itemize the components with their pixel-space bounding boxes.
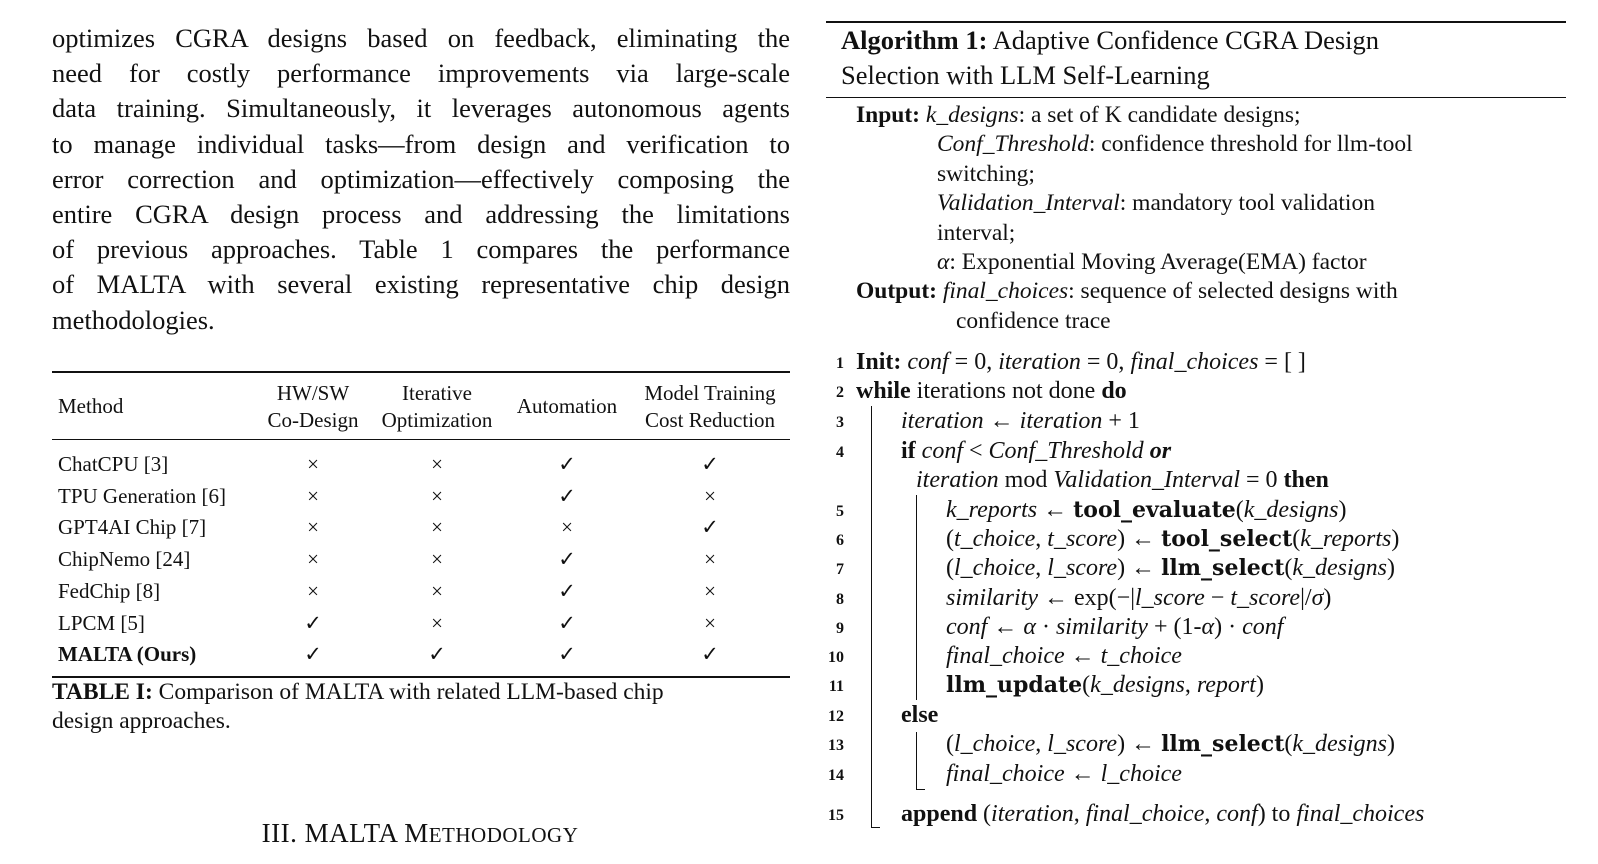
- cross-mark: ×: [307, 547, 319, 572]
- algorithm-line: [946, 496, 1346, 525]
- line-segment: |/: [1300, 585, 1312, 611]
- cross-mark: ×: [431, 483, 443, 508]
- table-caption-line2: design approaches.: [52, 708, 231, 734]
- io-segment: : confidence threshold for llm-tool: [1088, 131, 1413, 158]
- line-segment: similarity: [946, 585, 1039, 611]
- line-segment: (: [946, 555, 954, 581]
- check-mark: ✓: [558, 642, 576, 667]
- line-segment: (: [946, 731, 954, 757]
- io-segment: confidence trace: [956, 307, 1111, 334]
- table-caption: [52, 678, 790, 707]
- line-number: 2: [836, 384, 844, 401]
- line-segment: l_choice: [954, 731, 1036, 757]
- algorithm-line: [946, 584, 1331, 613]
- line-segment: ) to: [1257, 801, 1297, 827]
- column-header: Cost Reduction: [644, 408, 776, 432]
- line-segment: then: [1283, 467, 1329, 493]
- check-mark: ✓: [558, 483, 576, 508]
- line-number: 3: [836, 414, 844, 431]
- line-segment: ←: [1064, 761, 1101, 787]
- line-segment: ·: [1035, 614, 1056, 640]
- while-block-end: [871, 827, 880, 828]
- line-segment: ,: [1035, 731, 1048, 757]
- line-segment: + 1: [1102, 408, 1140, 434]
- line-segment: similarity: [1055, 614, 1148, 640]
- function-name: tool_evaluate: [1073, 497, 1236, 523]
- line-segment: k_designs: [1243, 497, 1339, 523]
- line-number: 5: [836, 503, 844, 520]
- algorithm-line: [946, 554, 1395, 583]
- algorithm-label: Algorithm 1:: [841, 25, 988, 55]
- line-segment: (: [1292, 526, 1301, 552]
- line-segment: k_reports: [1300, 526, 1392, 552]
- line-segment: ←: [987, 614, 1024, 640]
- line-segment: report: [1196, 672, 1256, 698]
- algorithm-line: [946, 760, 1182, 789]
- line-segment: (: [1235, 497, 1244, 523]
- line-segment: or: [1143, 438, 1172, 464]
- line-segment: t_choice: [954, 526, 1036, 552]
- algorithm-line: [946, 730, 1395, 759]
- check-mark: ✓: [558, 452, 576, 476]
- cross-mark: ×: [307, 578, 319, 603]
- line-number: 10: [828, 649, 844, 666]
- table-cell-method: FedChip [8]: [58, 578, 161, 603]
- check-mark: ✓: [701, 642, 719, 667]
- line-segment: t_score: [1230, 585, 1301, 611]
- cross-mark: ×: [431, 452, 443, 476]
- line-segment: final_choices: [1296, 801, 1425, 827]
- check-mark: ✓: [558, 578, 576, 603]
- paragraph-line: entire CGRA design process and addressing the limitations: [52, 199, 790, 229]
- io-segment: Input:: [856, 102, 926, 128]
- line-segment: iteration: [916, 467, 999, 493]
- column-header: Method: [58, 394, 124, 418]
- section-heading: [0, 818, 840, 849]
- line-segment: k_designs: [1292, 555, 1388, 581]
- line-segment: append: [901, 801, 978, 827]
- line-segment: (: [1284, 731, 1293, 757]
- caption-label: TABLE I:: [52, 679, 153, 705]
- caption-text: Comparison of MALTA with related LLM-based chip: [152, 679, 664, 705]
- check-mark: ✓: [304, 642, 322, 667]
- line-segment: = 0,: [1080, 349, 1131, 375]
- cross-mark: ×: [431, 578, 443, 603]
- line-segment: final_choice: [1085, 801, 1205, 827]
- paragraph-line: data training. Simultaneously, it leverages autonomous agents: [52, 93, 790, 124]
- line-segment: conf: [907, 349, 949, 375]
- cross-mark: ×: [307, 452, 319, 476]
- table-cell-method: TPU Generation [6]: [58, 483, 226, 508]
- line-segment: ): [1255, 672, 1264, 698]
- function-name: tool_select: [1161, 526, 1293, 552]
- paragraph-line: of previous approaches. Table 1 compares the performance: [52, 234, 790, 265]
- line-number: 15: [828, 807, 844, 824]
- io-segment: switching;: [937, 160, 1035, 187]
- while-block-bar: [871, 406, 872, 828]
- section-number: III.: [261, 818, 305, 848]
- algorithm-title-line1: Adaptive Confidence CGRA Design: [987, 25, 1380, 55]
- algorithm-io-line: [937, 189, 1375, 218]
- cross-mark: ×: [561, 515, 573, 540]
- then-block-bar: [916, 495, 917, 700]
- io-segment: α: [937, 249, 950, 275]
- line-segment: iteration: [998, 349, 1081, 375]
- line-segment: ): [1391, 526, 1400, 552]
- line-segment: l_score: [1047, 555, 1118, 581]
- line-segment: ←: [983, 408, 1020, 434]
- line-segment: final_choice: [946, 761, 1065, 787]
- io-segment: Output:: [856, 278, 943, 305]
- paragraph-line: error correction and optimization—effectively composing the: [52, 163, 790, 194]
- column-header: Co-Design: [267, 408, 359, 432]
- line-segment: t_choice: [1100, 643, 1182, 669]
- cross-mark: ×: [704, 610, 716, 635]
- line-segment: ): [1387, 555, 1396, 581]
- io-segment: : a set of K candidate designs;: [1018, 102, 1301, 128]
- column-header: HW/SW: [276, 381, 350, 405]
- line-segment: k_designs: [1292, 731, 1388, 757]
- algorithm-io-line: [856, 101, 1301, 130]
- line-segment: l_choice: [1100, 761, 1182, 787]
- line-segment: l_choice: [954, 555, 1036, 581]
- algorithm-title: [841, 23, 1491, 58]
- algorithm-io-line: [937, 219, 1015, 248]
- cross-mark: ×: [431, 610, 443, 635]
- line-number: 7: [836, 561, 844, 578]
- else-block-end: [916, 789, 925, 790]
- line-segment: ,: [1035, 526, 1048, 552]
- function-name: llm_select: [1161, 731, 1285, 757]
- line-segment: ): [1387, 731, 1396, 757]
- cross-mark: ×: [704, 547, 716, 572]
- line-number: 11: [828, 678, 844, 695]
- line-segment: = 0: [1240, 467, 1284, 493]
- algorithm-title-rule: [826, 97, 1566, 98]
- line-segment: mod: [998, 467, 1054, 493]
- paragraph-line: optimizes CGRA designs based on feedback, eliminating the: [52, 23, 790, 53]
- line-segment: ) ←: [1117, 526, 1162, 552]
- line-number: 4: [836, 444, 844, 461]
- io-segment: Validation_Interval: [937, 190, 1120, 217]
- line-segment: (: [946, 526, 954, 552]
- line-segment: ) ·: [1214, 614, 1243, 640]
- line-segment: −: [1204, 585, 1231, 611]
- line-segment: iterations not done: [910, 378, 1102, 404]
- line-segment: while: [856, 378, 911, 404]
- line-segment: t_score: [1047, 526, 1118, 552]
- algorithm-line: [856, 377, 1127, 406]
- line-segment: l_score: [1135, 585, 1205, 611]
- paragraph-line: need for costly performance improvements via large-scale: [52, 58, 790, 89]
- algorithm-io-line: [956, 307, 1111, 336]
- line-number: 12: [828, 708, 844, 725]
- line-segment: ): [1338, 497, 1347, 523]
- table-cell-method: LPCM [5]: [58, 610, 145, 635]
- algorithm-line: [901, 407, 1140, 436]
- line-segment: ,: [1204, 801, 1217, 827]
- line-segment: + (1-: [1147, 614, 1202, 640]
- line-segment: = [ ]: [1258, 349, 1306, 375]
- algorithm-line: [916, 466, 1329, 495]
- cross-mark: ×: [307, 483, 319, 508]
- line-segment: α: [1023, 614, 1036, 640]
- line-number: 8: [836, 591, 844, 608]
- algorithm-line: [946, 525, 1399, 554]
- line-segment: α: [1201, 614, 1215, 640]
- line-segment: ): [1323, 585, 1332, 611]
- line-segment: (: [1284, 555, 1293, 581]
- algorithm-line: [856, 348, 1306, 377]
- line-segment: Init:: [856, 349, 908, 375]
- line-segment: conf: [1242, 614, 1284, 640]
- algorithm-io-line: [856, 277, 1398, 306]
- line-segment: conf: [1216, 801, 1258, 827]
- table-cell-method: ChipNemo [24]: [58, 547, 191, 572]
- line-segment: <: [963, 438, 989, 464]
- check-mark: ✓: [701, 515, 719, 540]
- line-segment: if: [901, 438, 916, 464]
- else-block-bar: [916, 732, 917, 790]
- io-segment: : sequence of selected designs with: [1068, 278, 1398, 305]
- line-segment: (: [1082, 672, 1091, 698]
- check-mark: ✓: [701, 452, 719, 476]
- line-segment: l_score: [1047, 731, 1118, 757]
- line-segment: ) ←: [1117, 731, 1162, 757]
- line-segment: ) ←: [1117, 555, 1162, 581]
- algorithm-line: [901, 701, 938, 730]
- line-segment: conf: [946, 614, 988, 640]
- line-segment: iteration: [901, 408, 984, 434]
- check-mark: ✓: [558, 547, 576, 572]
- io-segment: : mandatory tool validation: [1119, 190, 1375, 217]
- function-name: llm_select: [1161, 555, 1285, 581]
- paragraph-line: methodologies.: [52, 304, 215, 335]
- algorithm-io-line: [937, 130, 1413, 159]
- section-title-smallcaps: ETHODOLOGY: [428, 823, 579, 847]
- section-title-caps: MALTA M: [304, 818, 429, 848]
- line-segment: ←: [1064, 643, 1101, 669]
- line-segment: Validation_Interval: [1053, 467, 1240, 493]
- line-segment: final_choices: [1130, 349, 1259, 375]
- line-segment: k_reports: [946, 497, 1038, 523]
- line-segment: ←: [1037, 497, 1074, 523]
- line-segment: conf: [915, 438, 963, 464]
- line-segment: final_choice: [946, 643, 1065, 669]
- column-header: Model Training: [644, 381, 776, 405]
- check-mark: ✓: [558, 610, 576, 635]
- line-segment: (: [977, 801, 992, 827]
- line-number: 9: [836, 620, 844, 637]
- algorithm-io-line: [937, 160, 1035, 189]
- check-mark: ✓: [428, 642, 446, 667]
- line-segment: = 0,: [948, 349, 999, 375]
- algorithm-title-line2: Selection with LLM Self-Learning: [841, 60, 1210, 90]
- table-top-rule: [52, 371, 790, 373]
- algorithm-io-line: [937, 248, 1367, 277]
- algorithm-line: [946, 613, 1283, 642]
- line-segment: do: [1101, 378, 1127, 404]
- line-segment: ← exp(−|: [1038, 585, 1135, 611]
- algorithm-line: [901, 437, 1171, 466]
- algorithm-line: [946, 642, 1182, 671]
- line-segment: k_designs: [1090, 672, 1185, 698]
- line-number: 6: [836, 532, 844, 549]
- column-header: Automation: [516, 394, 618, 418]
- line-number: 13: [828, 737, 844, 754]
- column-header: Optimization: [381, 408, 493, 432]
- io-segment: interval;: [937, 219, 1016, 246]
- cross-mark: ×: [431, 515, 443, 540]
- line-segment: σ: [1311, 585, 1324, 611]
- io-segment: Conf_Threshold: [937, 131, 1089, 158]
- paragraph-line: of MALTA with several existing representative chip design: [52, 269, 790, 300]
- io-segment: k_designs: [925, 102, 1019, 128]
- table-header-rule: [52, 439, 790, 440]
- cross-mark: ×: [307, 515, 319, 540]
- table-cell-method: MALTA (Ours): [58, 642, 197, 667]
- algorithm-line: [946, 671, 1264, 700]
- cross-mark: ×: [431, 547, 443, 572]
- line-segment: ,: [1184, 672, 1197, 698]
- line-number: 1: [836, 355, 844, 372]
- algorithm-line: [901, 800, 1424, 829]
- line-segment: iteration: [991, 801, 1074, 827]
- io-segment: final_choices: [942, 278, 1069, 305]
- check-mark: ✓: [304, 610, 322, 635]
- function-name: llm_update: [946, 672, 1083, 698]
- cross-mark: ×: [704, 578, 716, 603]
- paragraph-line: to manage individual tasks—from design and verification to: [52, 128, 790, 159]
- column-header: Iterative: [402, 381, 472, 405]
- io-segment: : Exponential Moving Average(EMA) factor: [949, 249, 1367, 275]
- line-segment: iteration: [1019, 408, 1103, 434]
- line-segment: else: [901, 702, 939, 728]
- line-segment: ,: [1073, 801, 1086, 827]
- table-cell-method: ChatCPU [3]: [58, 452, 169, 476]
- line-segment: ,: [1035, 555, 1048, 581]
- line-segment: Conf_Threshold: [988, 438, 1144, 464]
- table-cell-method: GPT4AI Chip [7]: [58, 515, 207, 540]
- line-number: 14: [828, 767, 844, 784]
- cross-mark: ×: [704, 483, 716, 508]
